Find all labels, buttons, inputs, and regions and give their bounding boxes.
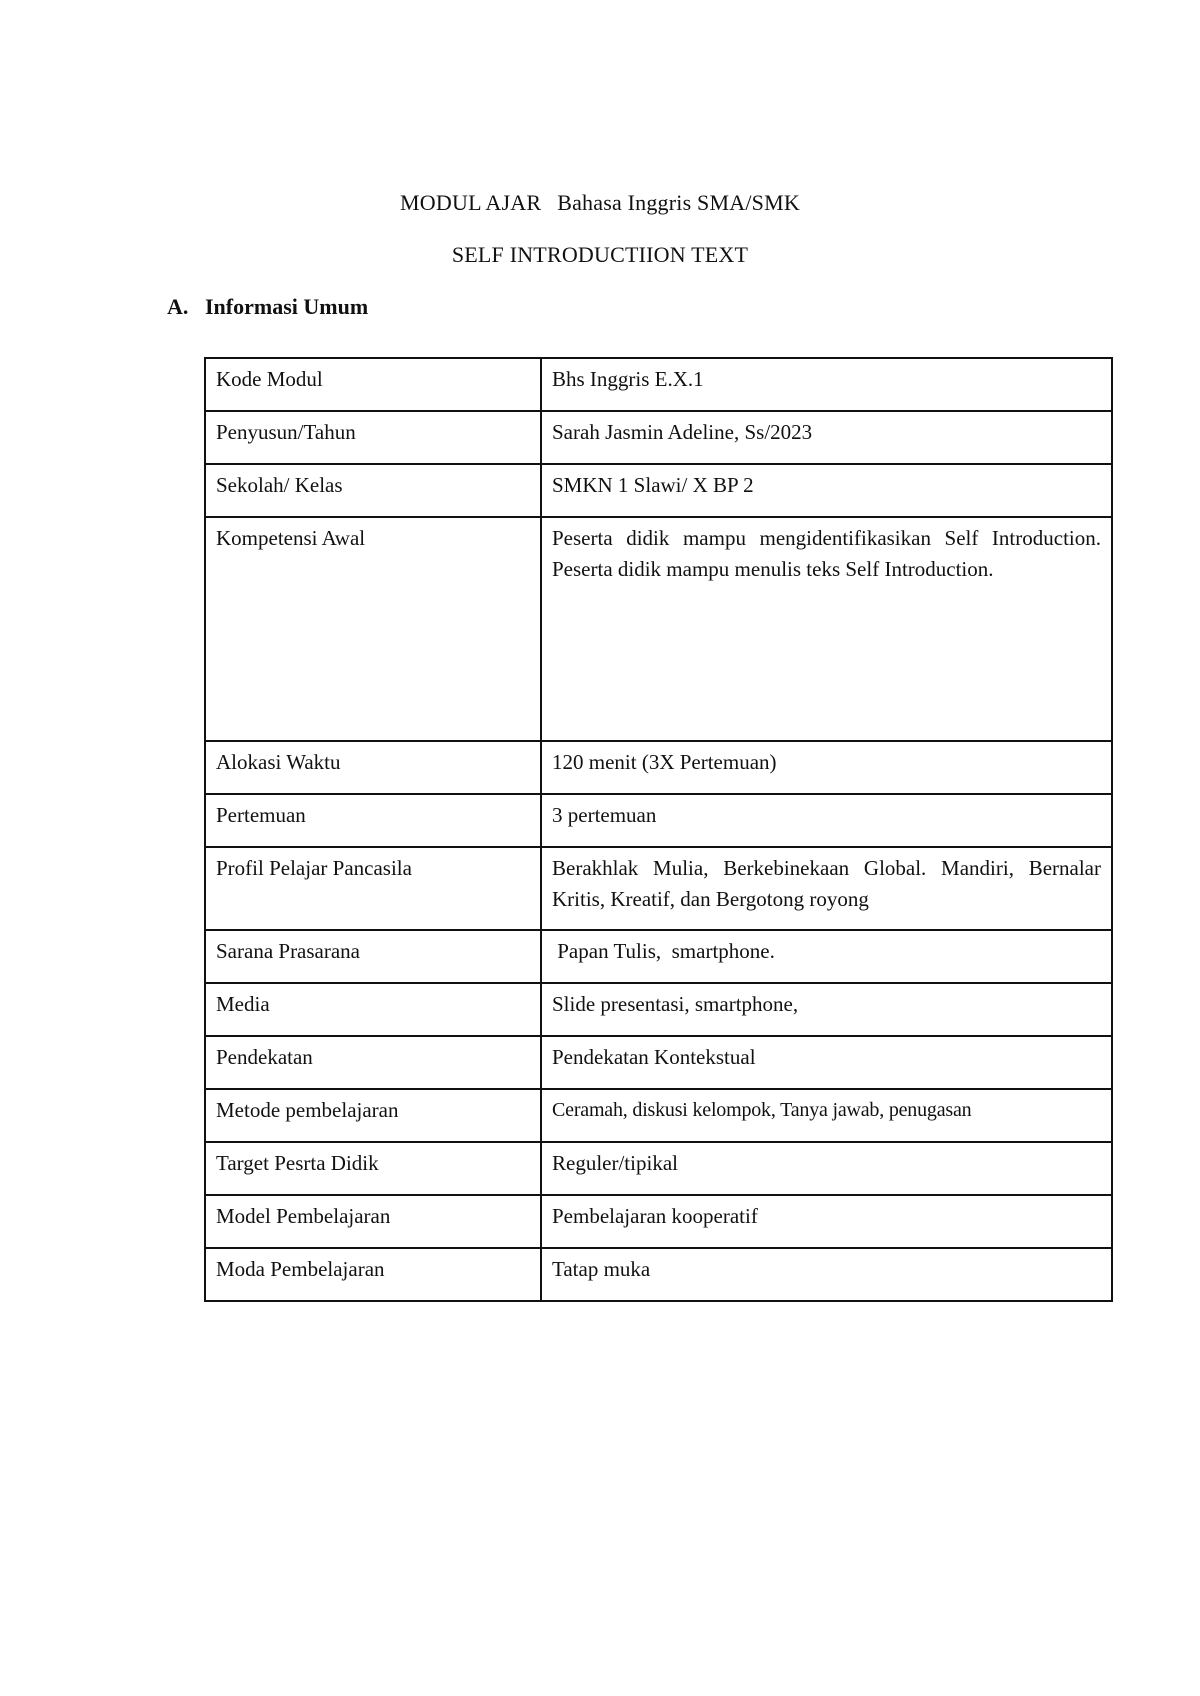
table-row: [205, 1036, 1112, 1089]
row-value: Bhs Inggris E.X.1: [541, 358, 1112, 411]
row-value: Berakhlak Mulia, Berkebinekaan Global. Mandiri, Bernalar Kritis, Kreatif, dan Bergotong royong: [541, 847, 1112, 930]
title-part-1: MODUL AJAR: [400, 190, 542, 215]
section-letter: A.: [167, 294, 189, 319]
row-value: 120 menit (3X Pertemuan): [541, 741, 1112, 794]
row-label: Sarana Prasarana: [205, 930, 541, 983]
table-row: [205, 741, 1112, 794]
row-label: Target Pesrta Didik: [205, 1142, 541, 1195]
table-row: [205, 930, 1112, 983]
row-label: Model Pembelajaran: [205, 1195, 541, 1248]
section-title: Informasi Umum: [205, 294, 369, 319]
row-label: Media: [205, 983, 541, 1036]
row-label: Alokasi Waktu: [205, 741, 541, 794]
row-value: Ceramah, diskusi kelompok, Tanya jawab, penugasan: [541, 1089, 1112, 1142]
table-row: [205, 1142, 1112, 1195]
row-label: Sekolah/ Kelas: [205, 464, 541, 517]
row-value: Slide presentasi, smartphone,: [541, 983, 1112, 1036]
info-table: [204, 357, 1113, 1302]
table-row: [205, 983, 1112, 1036]
table-row: [205, 411, 1112, 464]
row-value: Pendekatan Kontekstual: [541, 1036, 1112, 1089]
row-label: Profil Pelajar Pancasila: [205, 847, 541, 930]
document-subtitle: SELF INTRODUCTIION TEXT: [451, 242, 749, 267]
table-row: [205, 464, 1112, 517]
document-title: [0, 190, 1200, 216]
row-label: Metode pembelajaran: [205, 1089, 541, 1142]
row-value: Peserta didik mampu mengidentifikasikan Self Introduction. Peserta didik mampu menulis teks Self Introduction.: [541, 517, 1112, 741]
row-value: Papan Tulis, smartphone.: [541, 930, 1112, 983]
row-value: Sarah Jasmin Adeline, Ss/2023: [541, 411, 1112, 464]
row-label: Pendekatan: [205, 1036, 541, 1089]
row-value: SMKN 1 Slawi/ X BP 2: [541, 464, 1112, 517]
table-row: [205, 847, 1112, 930]
row-label: Moda Pembelajaran: [205, 1248, 541, 1301]
row-value: Tatap muka: [541, 1248, 1112, 1301]
section-heading: [167, 294, 368, 320]
table-row: [205, 358, 1112, 411]
row-value: Reguler/tipikal: [541, 1142, 1112, 1195]
table-row: [205, 517, 1112, 741]
table-row: [205, 1089, 1112, 1142]
row-value: Pembelajaran kooperatif: [541, 1195, 1112, 1248]
row-label: Penyusun/Tahun: [205, 411, 541, 464]
row-label: Pertemuan: [205, 794, 541, 847]
row-value: 3 pertemuan: [541, 794, 1112, 847]
row-label: Kompetensi Awal: [205, 517, 541, 741]
title-part-2: Bahasa Inggris SMA/SMK: [557, 190, 800, 215]
table-row: [205, 1195, 1112, 1248]
table-row: [205, 1248, 1112, 1301]
row-label: Kode Modul: [205, 358, 541, 411]
table-row: [205, 794, 1112, 847]
